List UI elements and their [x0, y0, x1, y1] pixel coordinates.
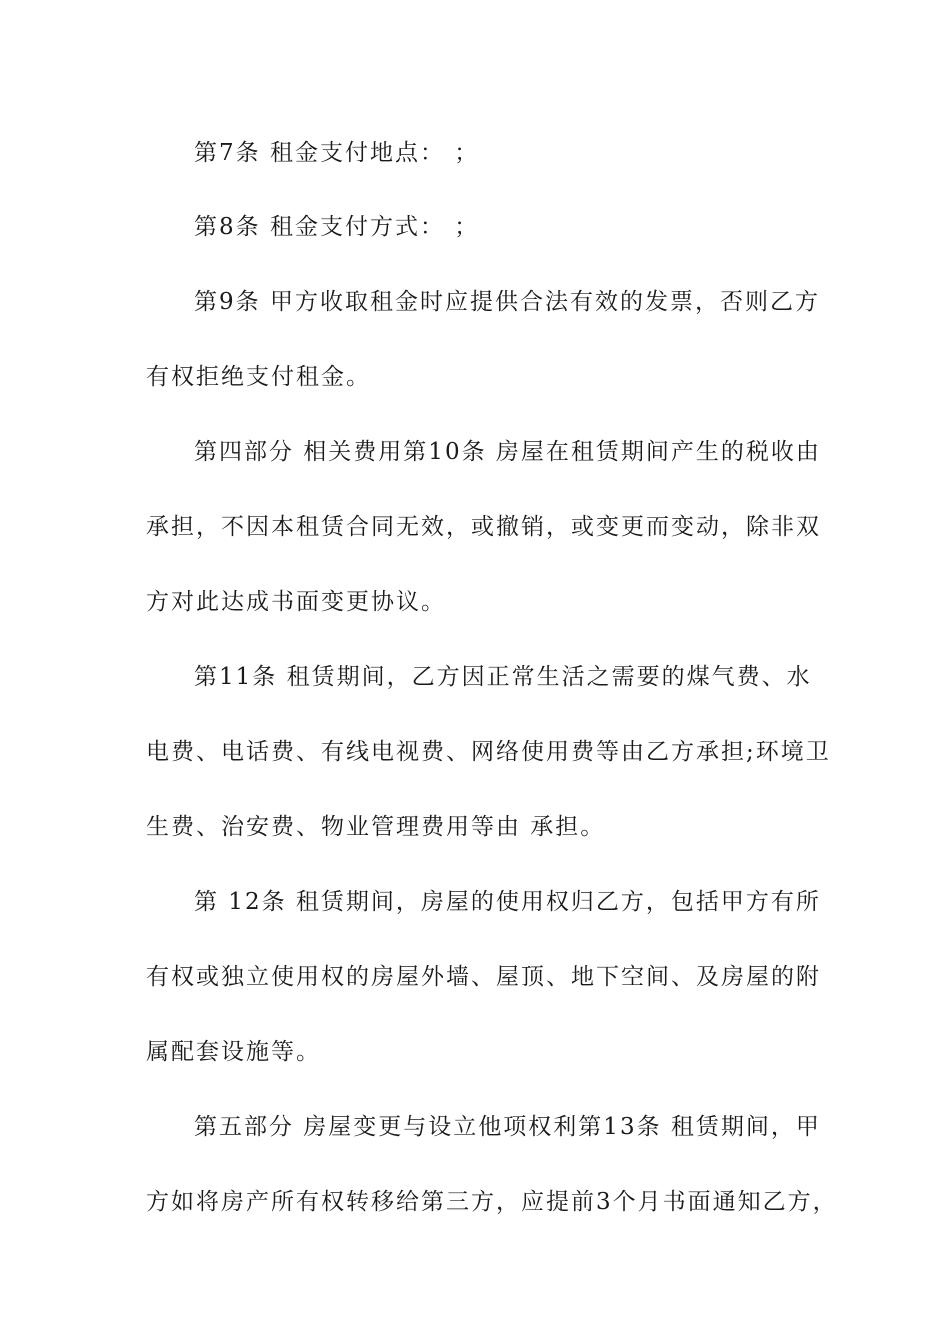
clause-11-line-3: 生费、治安费、物业管理费用等由 承担。	[146, 814, 606, 840]
clause-11-line-2: 电费、电话费、有线电视费、网络使用费等由乙方承担;环境卫	[146, 739, 831, 765]
part-5-clause-13-line-1: 第五部分 房屋变更与设立他项权利第13条 租赁期间，甲	[194, 1114, 821, 1140]
part-4-clause-10-line-1: 第四部分 相关费用第10条 房屋在租赁期间产生的税收由	[194, 439, 821, 465]
clause-7-line: 第7条 租金支付地点： ；	[194, 140, 480, 166]
clause-9-line-1: 第9条 甲方收取租金时应提供合法有效的发票，否则乙方	[194, 289, 820, 315]
clause-8-line: 第8条 租金支付方式： ；	[194, 214, 480, 240]
clause-11-line-1: 第11条 租赁期间，乙方因正常生活之需要的煤气费、水	[194, 664, 812, 690]
clause-12-line-3: 属配套设施等。	[146, 1039, 321, 1065]
clause-13-line-2: 方如将房产所有权转移给第三方，应提前3个月书面通知乙方，	[146, 1189, 838, 1215]
clause-10-line-3: 方对此达成书面变更协议。	[146, 589, 446, 615]
clause-12-line-1: 第 12条 租赁期间，房屋的使用权归乙方，包括甲方有所	[194, 889, 821, 915]
clause-12-line-2: 有权或独立使用权的房屋外墙、屋顶、地下空间、及房屋的附	[146, 964, 821, 990]
clause-10-line-2: 承担，不因本租赁合同无效，或撤销，或变更而变动，除非双	[146, 514, 821, 540]
clause-9-line-2: 有权拒绝支付租金。	[146, 364, 371, 390]
